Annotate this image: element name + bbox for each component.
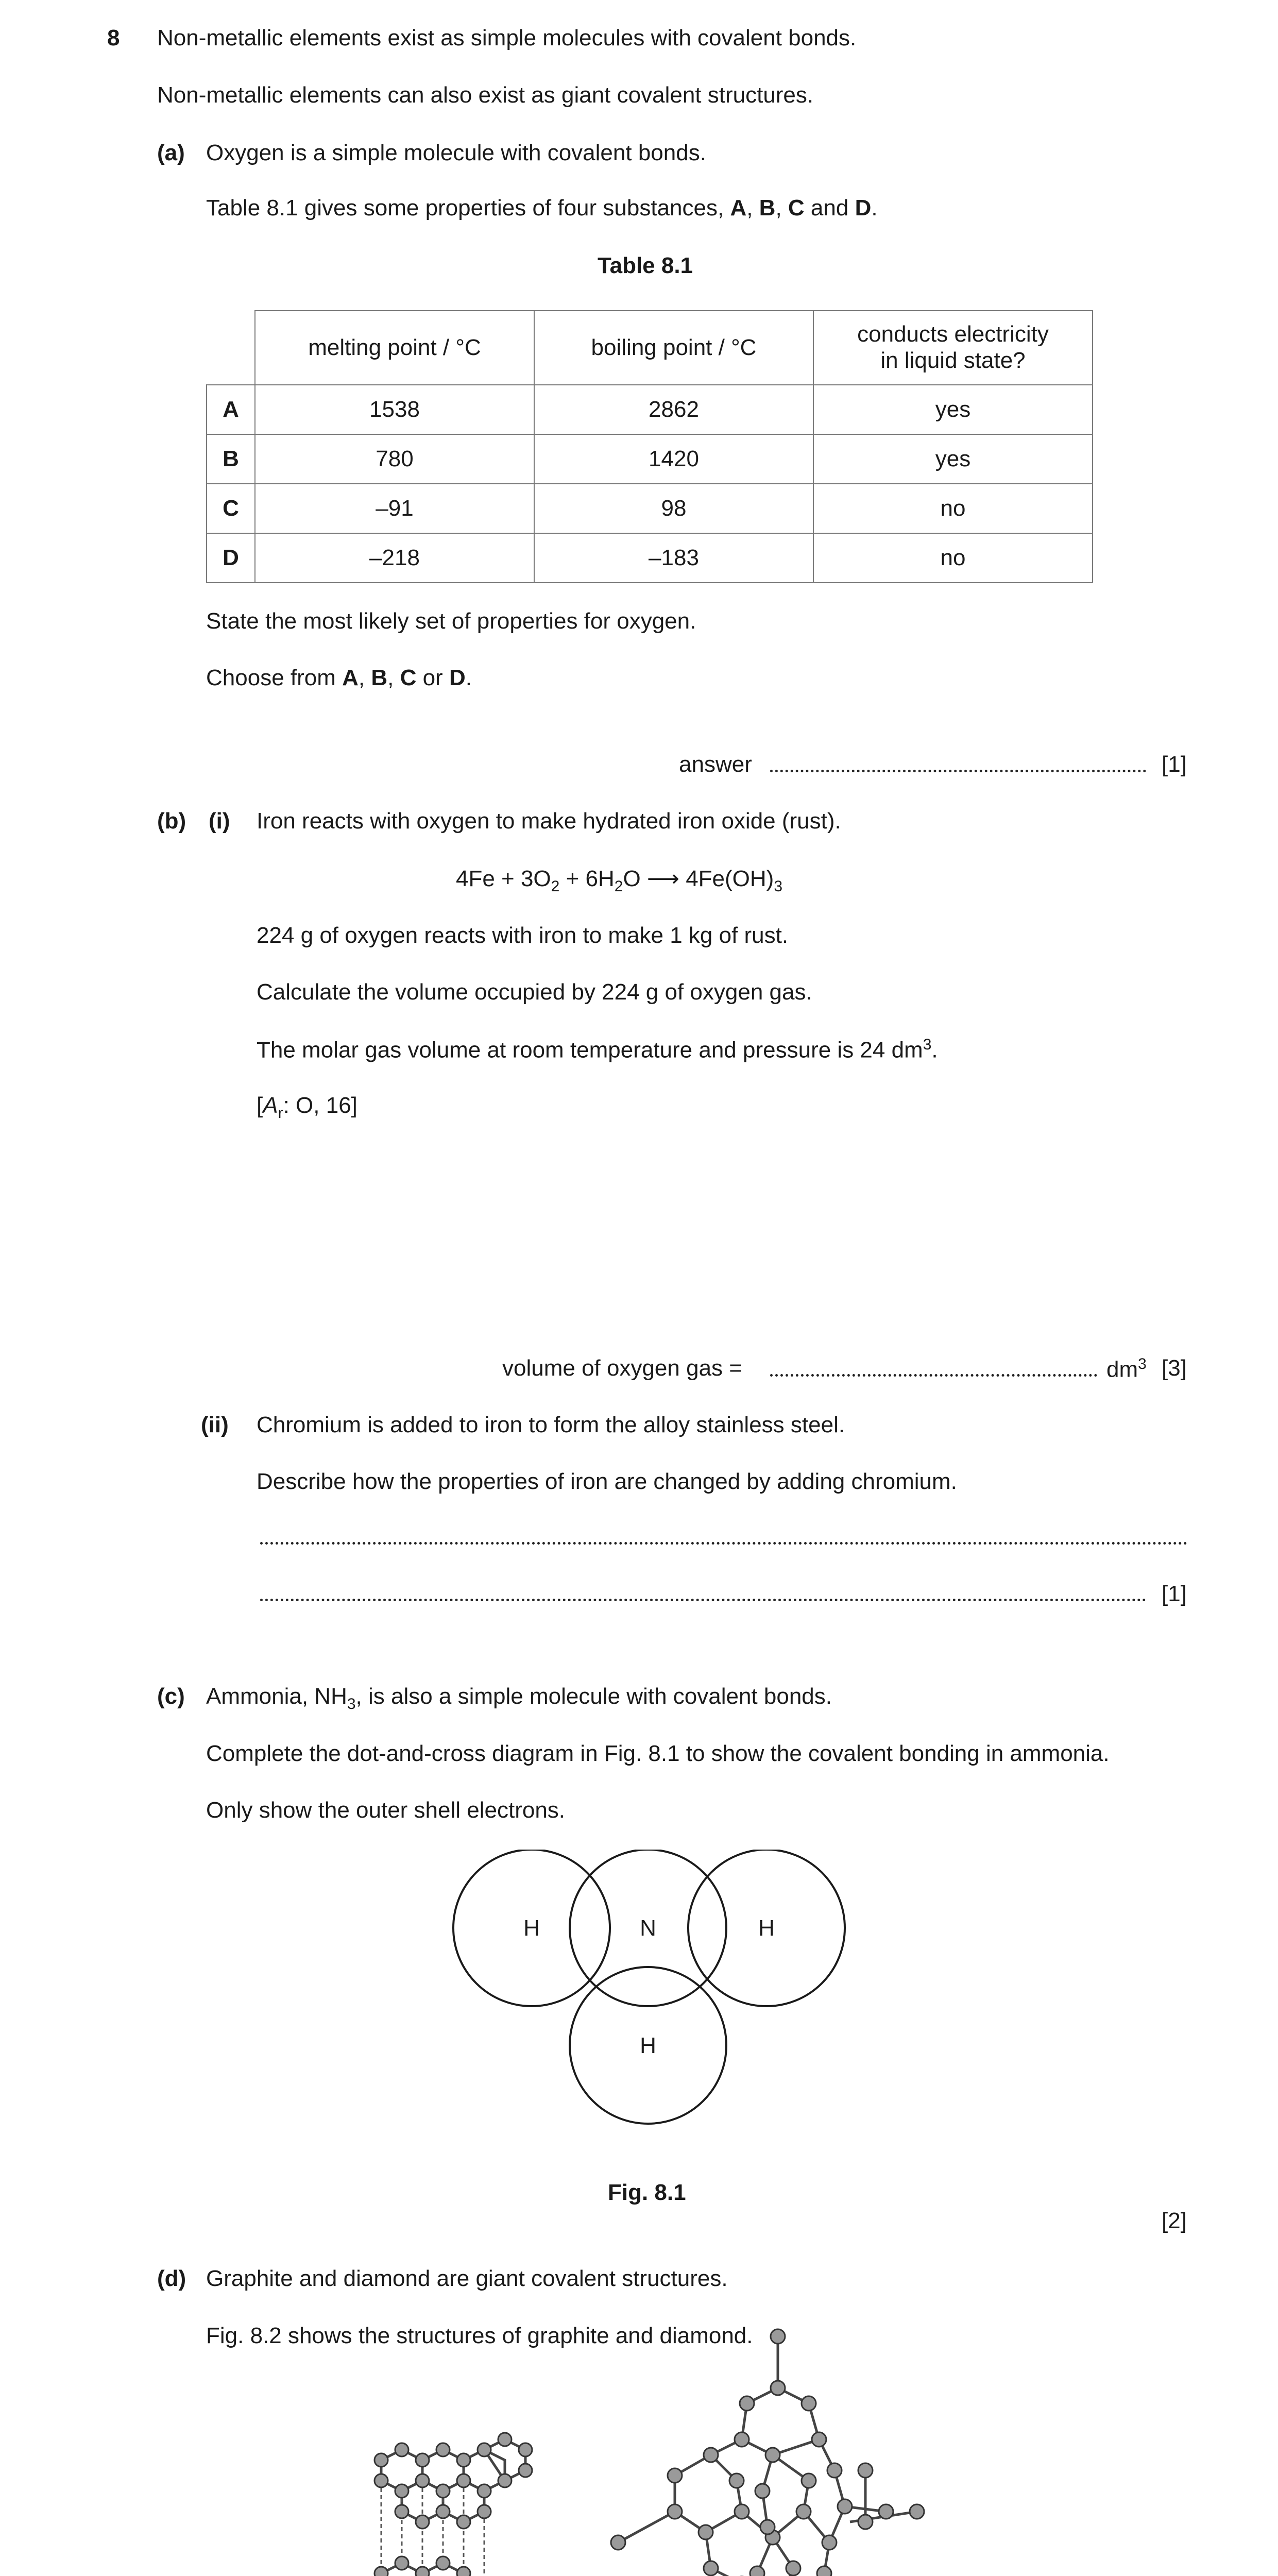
part-b-i-line-1: Iron reacts with oxygen to make hydrated iron oxide (rust). (257, 808, 841, 834)
part-c-line-2: Complete the dot-and-cross diagram in Fig. 8.1 to show the covalent bonding in ammonia. (206, 1741, 1110, 1766)
rust-equation: $4Fe + 3O_2 + 6H_2O$ ⟶ $4Fe(OH)_3$ (456, 866, 783, 895)
volume-answer-line[interactable] (770, 1374, 1097, 1377)
boiling-point-cell: 98 (534, 484, 813, 533)
part-b-i-mark: [3] (1162, 1355, 1187, 1381)
fig-8-1-title: Fig. 8.1 (608, 2180, 686, 2205)
intro-line-1: Non-metallic elements exist as simple molecules with covalent bonds. (157, 25, 857, 50)
conducts-cell: no (813, 533, 1093, 583)
part-a-line-1: Oxygen is a simple molecule with covalent bonds. (206, 140, 706, 165)
question-number: 8 (107, 25, 120, 50)
part-d-label: (d) (157, 2266, 186, 2291)
conducts-cell: yes (813, 385, 1093, 434)
volume-label: volume of oxygen gas = (502, 1355, 742, 1381)
table-row (207, 533, 1093, 583)
conducts-cell: yes (813, 434, 1093, 484)
part-c-line-3: Only show the outer shell electrons. (206, 1798, 566, 1823)
part-b-i-line-4: The molar gas volume at room temperature and pressure is 24 $dm^3$. (257, 1036, 938, 1063)
part-a-mark: [1] (1162, 752, 1187, 777)
atom-symbol-h: H (523, 1916, 540, 1941)
part-b-i-label: (i) (209, 808, 230, 834)
part-a-state: State the most likely set of properties for oxygen. (206, 608, 696, 634)
part-b-ii-line-2: Describe how the properties of iron are changed by adding chromium. (257, 1469, 957, 1494)
part-b-ii-line-1: Chromium is added to iron to form the alloy stainless steel. (257, 1412, 845, 1437)
answer-line[interactable] (260, 1542, 1187, 1545)
row-label: C (207, 484, 255, 533)
part-c-label: (c) (157, 1684, 185, 1709)
part-d-line-1: Graphite and diamond are giant covalent structures. (206, 2266, 728, 2291)
part-c-mark: [2] (1162, 2208, 1187, 2233)
reaction-arrow-icon: ⟶ (646, 866, 679, 891)
volume-unit: $dm^3$ (1106, 1355, 1147, 1382)
ammonia-dot-cross-diagram[interactable] (443, 1850, 855, 2138)
answer-line[interactable] (260, 1599, 1146, 1601)
part-b-i-line-3: Calculate the volume occupied by 224 g of oxygen gas. (257, 979, 812, 1005)
table-row (207, 434, 1093, 484)
boiling-point-cell: –183 (534, 533, 813, 583)
answer-label: answer (679, 752, 752, 777)
table-header-row (207, 311, 1093, 385)
part-a-label: (a) (157, 140, 185, 165)
row-label: A (207, 385, 255, 434)
part-a-choose: Choose from A, B, C or D. (206, 665, 472, 690)
diamond-structure-image (608, 2326, 938, 2576)
melting-point-cell: 780 (255, 434, 534, 484)
header-conducts-electricity: conducts electricity in liquid state? (813, 311, 1093, 385)
row-label: B (207, 434, 255, 484)
part-b-i-line-2: 224 g of oxygen reacts with iron to make 1 kg of rust. (257, 923, 789, 948)
conducts-cell: no (813, 484, 1093, 533)
melting-point-cell: 1538 (255, 385, 534, 434)
part-d-line-2: Fig. 8.2 shows the structures of graphite and diamond. (206, 2323, 753, 2348)
part-b-ii-mark: [1] (1162, 1581, 1187, 1606)
atom-symbol-n: N (640, 1916, 656, 1941)
intro-line-2: Non-metallic elements can also exist as giant covalent structures. (157, 82, 814, 108)
table-8-1-title: Table 8.1 (598, 253, 693, 278)
table-row (207, 385, 1093, 434)
part-c-line-1: Ammonia, $NH_3$, is also a simple molecule with covalent bonds. (206, 1684, 832, 1713)
boiling-point-cell: 1420 (534, 434, 813, 484)
table-row (207, 484, 1093, 533)
part-b-label: (b) (157, 808, 186, 834)
table-corner-cell (207, 311, 255, 385)
atom-symbol-h: H (758, 1916, 775, 1941)
properties-table (206, 310, 1093, 583)
part-b-ii-label: (ii) (201, 1412, 229, 1437)
melting-point-cell: –91 (255, 484, 534, 533)
boiling-point-cell: 2862 (534, 385, 813, 434)
relative-atomic-mass: [$A_r$: O, 16] (257, 1093, 357, 1122)
graphite-structure-image (350, 2357, 587, 2576)
header-boiling-point: boiling point / °C (534, 311, 813, 385)
row-label: D (207, 533, 255, 583)
header-melting-point: melting point / °C (255, 311, 534, 385)
part-a-line-2: Table 8.1 gives some properties of four substances, A, B, C and D. (206, 195, 878, 221)
answer-line[interactable] (770, 770, 1146, 772)
melting-point-cell: –218 (255, 533, 534, 583)
atom-symbol-h: H (640, 2033, 656, 2058)
